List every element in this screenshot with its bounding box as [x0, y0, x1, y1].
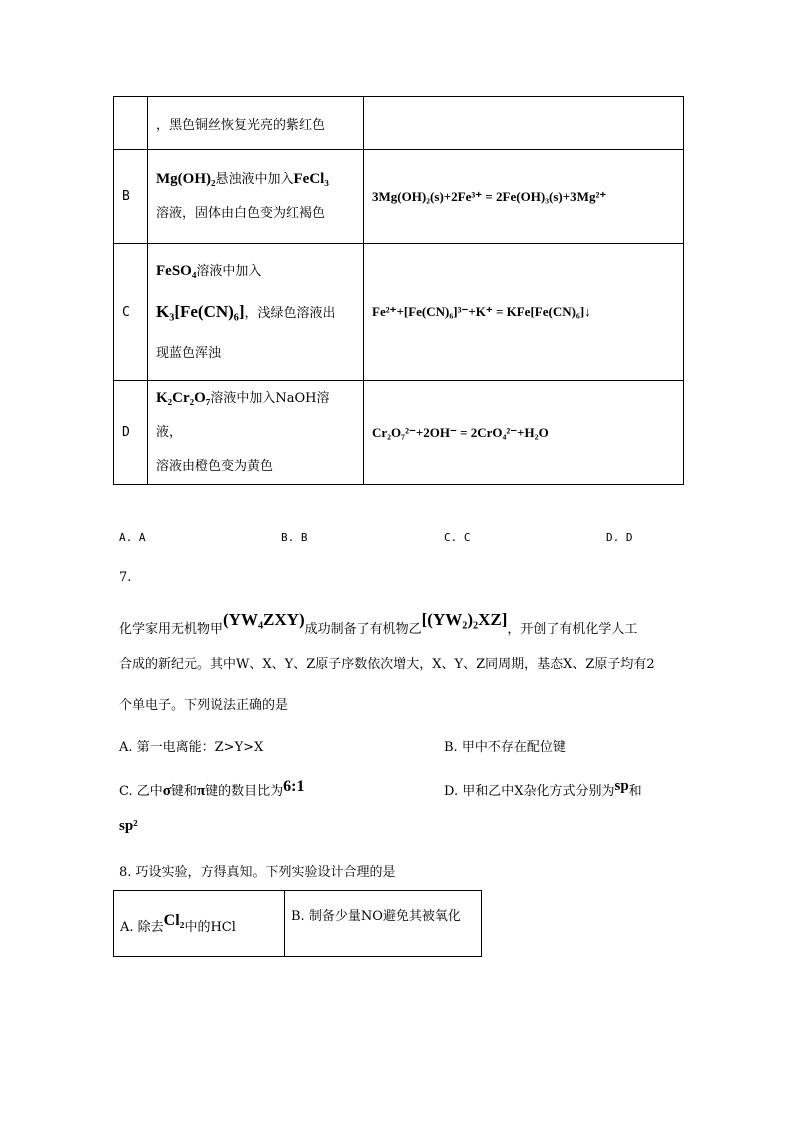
- choice-text: D. 甲和乙中X杂化方式分别为: [444, 784, 615, 799]
- desc-text: 溶液，固体由白色变为红褐色: [156, 206, 326, 221]
- option-a[interactable]: A. A: [119, 531, 146, 544]
- table-row: [114, 244, 684, 381]
- choice-a[interactable]: [114, 891, 285, 957]
- formula: sp: [614, 778, 629, 794]
- row-label: C: [114, 244, 148, 381]
- choice-text: 和: [628, 784, 642, 799]
- question-stem-line: 8. 巧设实验，方得真知。下列实验设计合理的是: [119, 865, 396, 880]
- stem-text: ，开创了有机化学人工: [507, 622, 638, 637]
- choice-c[interactable]: [119, 778, 305, 800]
- formula: K₃[Fe(CN)₆]: [156, 301, 245, 321]
- choice-b[interactable]: B. 甲中不存在配位键: [444, 740, 566, 755]
- choice-b[interactable]: B. 制备少量NO避免其被氧化: [285, 891, 482, 957]
- pi-symbol: π: [196, 783, 206, 799]
- question-stem-line: 个单电子。下列说法正确的是: [119, 698, 289, 713]
- row-label: D: [114, 381, 148, 485]
- choice-a[interactable]: A. 第一电离能：Z>Y>X: [119, 740, 264, 755]
- row-equation: [364, 97, 684, 150]
- row-description: [148, 150, 364, 244]
- choice-text: 键和: [170, 784, 197, 799]
- formula: K₂Cr₂O₇: [156, 390, 211, 406]
- stem-text: 化学家用无机物甲: [119, 622, 224, 637]
- formula: sp²: [119, 818, 138, 834]
- table-row: [114, 97, 684, 150]
- option-b[interactable]: B. B: [281, 531, 308, 544]
- choice-d[interactable]: [444, 778, 642, 799]
- desc-text: 溶液中加入NaOH溶液，: [156, 391, 330, 440]
- desc-text: 溶液由橙色变为黄色: [156, 459, 274, 474]
- desc-text: 悬浊液中加入: [215, 172, 294, 187]
- question-number: 7.: [119, 570, 132, 585]
- formula: Cl₂: [163, 912, 185, 929]
- row-label: [114, 97, 148, 150]
- stem-text: 成功制备了有机物乙: [304, 622, 422, 637]
- formula: Mg(OH)₂: [156, 171, 216, 187]
- experiment-table: [113, 890, 482, 957]
- option-c[interactable]: C. C: [444, 531, 471, 544]
- question-stem-line: 合成的新纪元。其中W、X、Y、Z原子序数依次增大，X、Y、Z同周期，基态X、Z原子均有2: [119, 657, 655, 672]
- reaction-table: [113, 96, 684, 485]
- choice-text: 键的数目比为: [205, 784, 284, 799]
- row-description: [148, 97, 364, 150]
- choice-text: 中的HCl: [184, 920, 236, 935]
- desc-text: 现蓝色浑浊: [156, 345, 222, 361]
- table-row: [114, 150, 684, 244]
- row-description: [148, 381, 364, 485]
- formula: [(YW₂)₂XZ]: [421, 610, 508, 629]
- ratio: 6:1: [283, 778, 305, 795]
- question-stem-line: [119, 610, 637, 637]
- formula: FeSO₄: [156, 262, 197, 279]
- desc-text: ，黑色铜丝恢复光亮的紫红色: [156, 117, 326, 133]
- option-d[interactable]: D. D: [606, 531, 633, 544]
- choice-text: C. 乙中: [119, 784, 163, 799]
- row-equation: Fe²⁺+[Fe(CN)₆]³⁻+K⁺ = KFe[Fe(CN)₆]↓: [364, 244, 684, 381]
- formula: (YW₄ZXY): [223, 610, 305, 629]
- desc-text: 溶液中加入: [196, 263, 262, 279]
- table-row: [114, 381, 684, 485]
- row-label: B: [114, 150, 148, 244]
- choice-text: A. 除去: [120, 920, 164, 935]
- formula: FeCl₃: [293, 171, 329, 187]
- row-equation: 3Mg(OH)₂(s)+2Fe³⁺ = 2Fe(OH)₃(s)+3Mg²⁺: [364, 150, 684, 244]
- sigma-symbol: σ: [162, 783, 171, 799]
- row-description: [148, 244, 364, 381]
- row-equation: Cr₂O₇²⁻+2OH⁻ = 2CrO₄²⁻+H₂O: [364, 381, 684, 485]
- desc-text: ，浅绿色溶液出: [244, 305, 336, 321]
